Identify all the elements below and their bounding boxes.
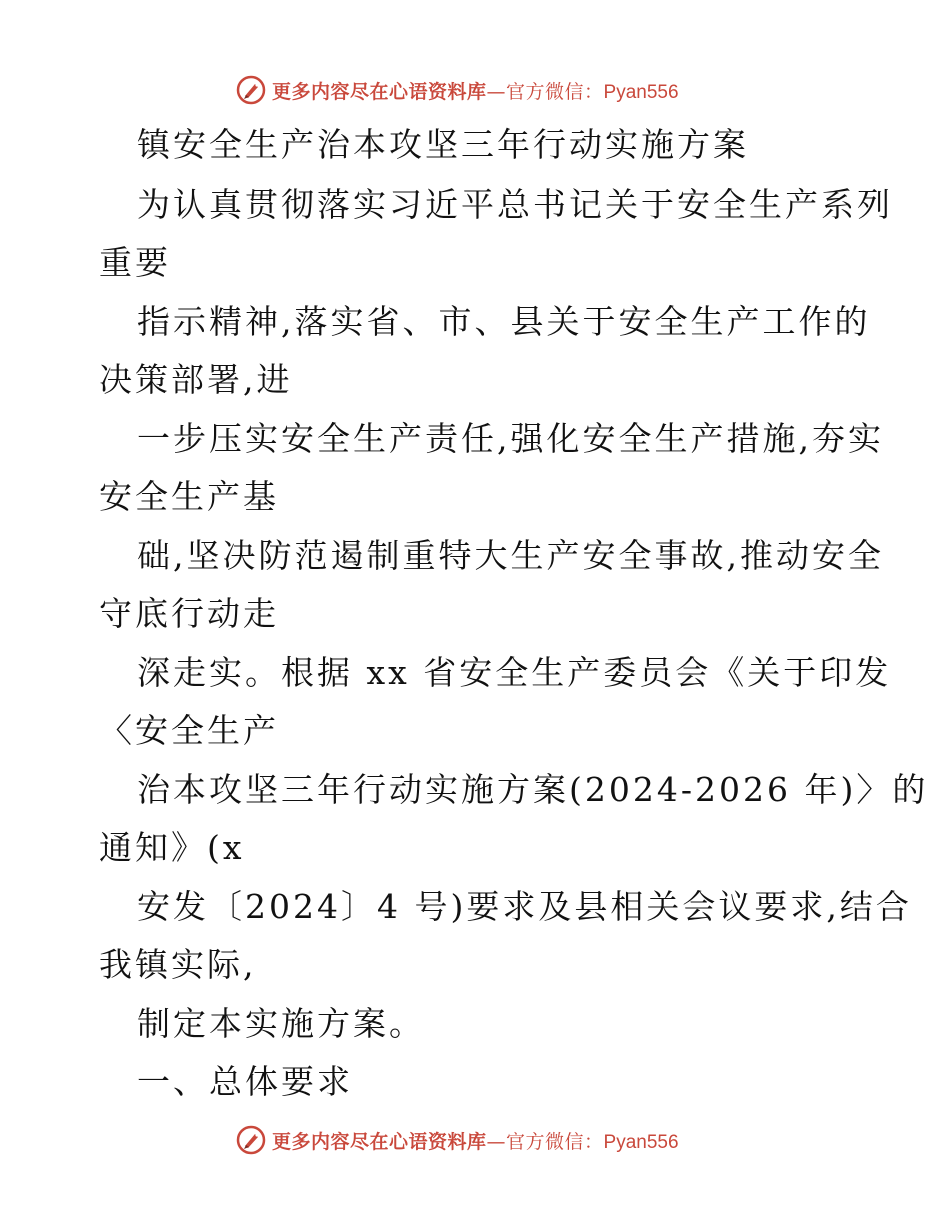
banner-wechat-label: 官方微信： — [506, 80, 604, 103]
footer-banner — [236, 1122, 679, 1158]
paragraph-line: 安全生产基 — [99, 477, 279, 516]
banner-main-text: 更多内容尽在心语资料库 — [272, 80, 487, 103]
banner-main-text: 更多内容尽在心语资料库 — [272, 1130, 487, 1153]
banner-separator: — — [486, 80, 507, 103]
banner-wechat-id: Pyan556 — [603, 81, 679, 103]
paragraph-line: 安发〔2024〕4 号)要求及县相关会议要求,结合 — [137, 887, 912, 926]
paragraph-line: 础,坚决防范遏制重特大生产安全事故,推动安全 — [137, 536, 884, 575]
paragraph-line: 治本攻坚三年行动实施方案(2024-2026 年)〉的 — [137, 770, 929, 809]
document-title: 镇安全生产治本攻坚三年行动实施方案 — [137, 125, 749, 164]
banner-wechat-label: 官方微信： — [506, 1130, 604, 1153]
paragraph-line: 一步压实安全生产责任,强化安全生产措施,夯实 — [137, 419, 884, 458]
paragraph-line: 我镇实际, — [99, 945, 257, 984]
paragraph-line: 为认真贯彻落实习近平总书记关于安全生产系列 — [137, 185, 893, 224]
paragraph-line: 深走实。根据 xx 省安全生产委员会《关于印发 — [137, 653, 892, 692]
paragraph-line: 指示精神,落实省、市、县关于安全生产工作的 — [137, 302, 871, 341]
paragraph-line: 守底行动走 — [99, 594, 279, 633]
paragraph-line: 〈安全生产 — [99, 711, 279, 750]
banner-wechat-id: Pyan556 — [603, 1131, 679, 1153]
paragraph-line: 通知》(x — [99, 828, 245, 867]
paragraph-line: 决策部署,进 — [99, 360, 293, 399]
section-heading: 一、总体要求 — [137, 1062, 353, 1101]
banner-text — [272, 1127, 679, 1154]
paragraph-line: 重要 — [99, 243, 171, 282]
ink-pen-logo-icon — [236, 1125, 266, 1155]
paragraph-line: 制定本实施方案。 — [137, 1004, 425, 1043]
banner-separator: — — [486, 1130, 507, 1153]
